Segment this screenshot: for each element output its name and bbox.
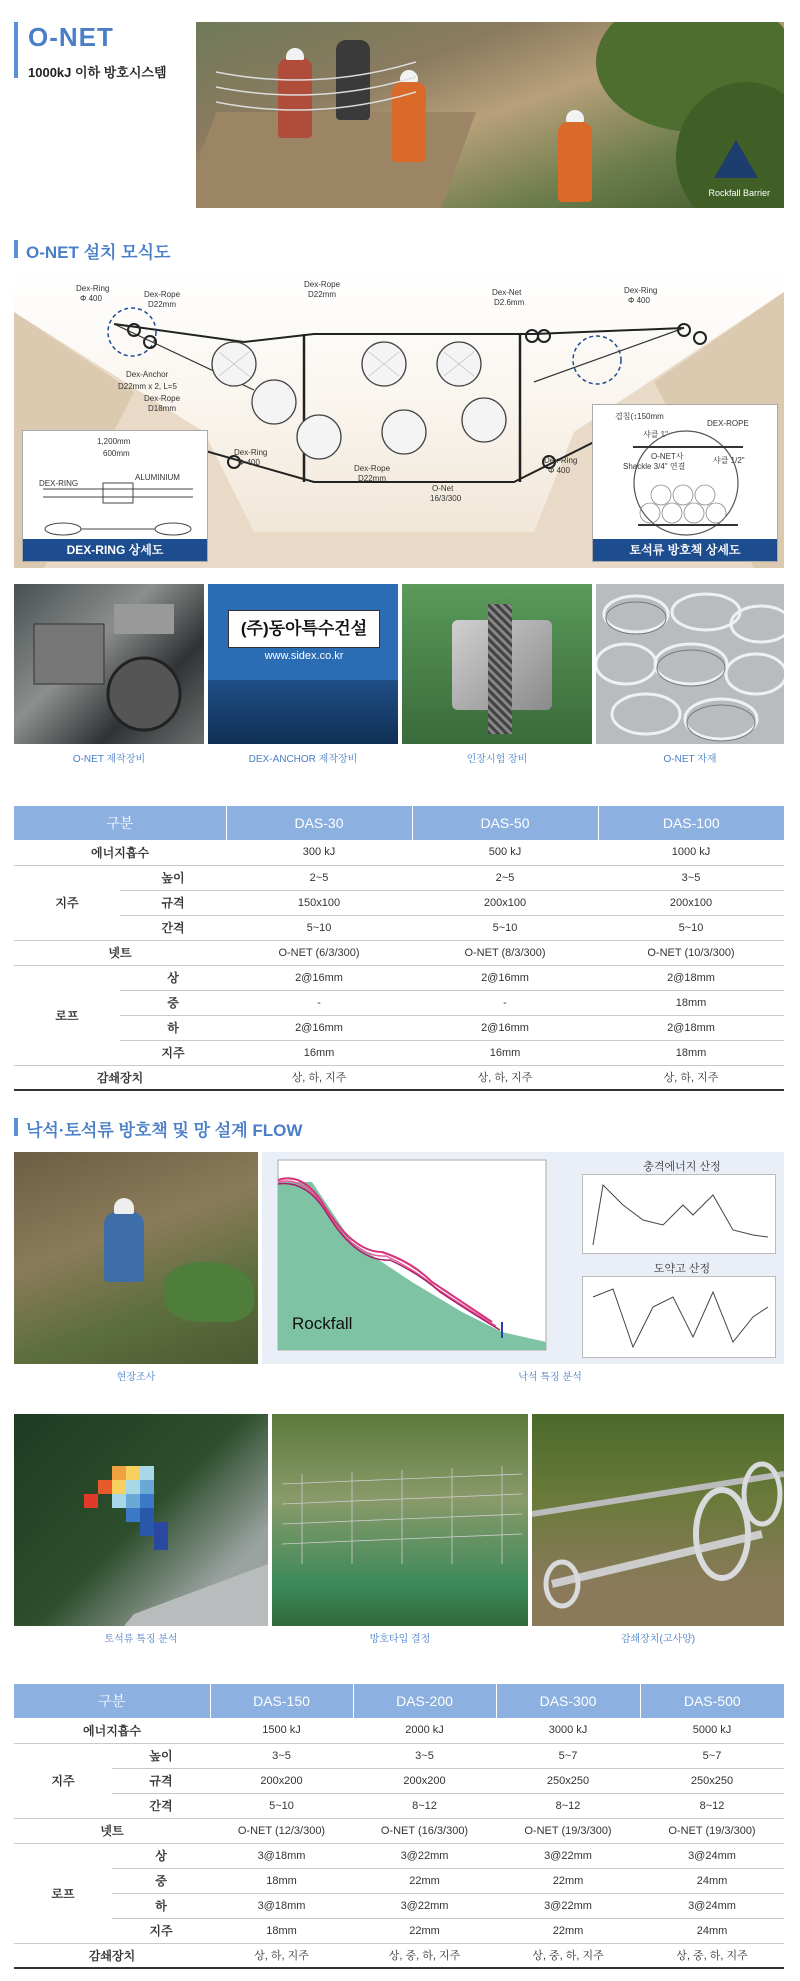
page-subtitle: 1000kJ 이하 방호시스템 — [28, 65, 167, 80]
caption-site-survey: 현장조사 — [116, 1372, 156, 1383]
label-o-net-spec: 16/3/300 — [430, 494, 462, 503]
cell: 18mm — [210, 1918, 353, 1943]
table-row — [14, 1718, 784, 1743]
bounce-height-line — [583, 1277, 777, 1359]
cell: 5~7 — [496, 1743, 640, 1768]
table-row — [14, 990, 784, 1015]
header-das-100: DAS-100 — [598, 806, 784, 840]
surveyor-helmet — [114, 1198, 134, 1214]
steel-cable — [488, 604, 512, 734]
cell: 3@18mm — [210, 1843, 353, 1868]
header-das-200: DAS-200 — [353, 1684, 496, 1718]
spec-table-das-30-100 — [14, 806, 784, 1091]
label-shackle-connect: Shackle 3/4" 연결 — [623, 462, 686, 471]
company-url: www.sidex.co.kr — [264, 650, 344, 662]
cell: 200x200 — [210, 1768, 353, 1793]
caption-onet-material: O-NET 자재 — [663, 754, 717, 765]
header-das-50: DAS-50 — [412, 806, 598, 840]
mini-chart-impact-energy — [582, 1174, 776, 1254]
mini-chart-title-bounce-height: 도약고 산정 — [653, 1263, 711, 1275]
caption-tensile-test: 인장시험 장비 — [466, 754, 528, 765]
cell: O-NET (10/3/300) — [598, 940, 784, 965]
cell: 3~5 — [210, 1743, 353, 1768]
label-shackle-half: 샤클 1/2" — [713, 456, 745, 465]
photo-tensile-test-equipment — [402, 584, 592, 744]
row-group-post: 지주 — [14, 865, 120, 940]
label-shackle-1: 샤클 1" — [643, 430, 668, 439]
section-title-install-diagram: O-NET 설치 모식도 — [26, 243, 171, 262]
row-label-damper: 감쇄장치 — [14, 1943, 210, 1968]
cell: - — [226, 990, 412, 1015]
cell: 22mm — [353, 1918, 496, 1943]
row-label-damper: 감쇄장치 — [14, 1065, 226, 1090]
cell: 22mm — [353, 1868, 496, 1893]
table-row — [14, 1743, 784, 1768]
label-dex-ring-size: Φ 400 — [238, 458, 260, 467]
label-dex-ring: Dex-Ring — [544, 456, 578, 465]
label-dex-rope: Dex-Rope — [304, 280, 341, 289]
table-row — [14, 1918, 784, 1943]
dex-ring-detail-box — [22, 430, 208, 562]
cell: 3@24mm — [640, 1843, 784, 1868]
label-overlap: 겹침(↕150mm — [615, 412, 664, 421]
row-group-post: 지주 — [14, 1743, 112, 1818]
cell: 18mm — [210, 1868, 353, 1893]
row-label-post-rope: 지주 — [120, 1040, 226, 1065]
cell: 2@18mm — [598, 1015, 784, 1040]
cell: 상, 중, 하, 지주 — [496, 1943, 640, 1968]
cell: 22mm — [496, 1868, 640, 1893]
debris-barrier-detail-box — [592, 404, 778, 562]
row-label-mid: 중 — [120, 990, 226, 1015]
rockfall-analysis-chart — [262, 1152, 784, 1364]
cell: 250x250 — [640, 1768, 784, 1793]
table-row — [14, 1015, 784, 1040]
photo-onet-manufacturing-machine — [14, 584, 204, 744]
label-dex-rope-size: D22mm — [148, 300, 177, 309]
section-accent-bar — [14, 240, 18, 258]
label-dex-ring-size: Φ 400 — [80, 294, 102, 303]
damper-drawing — [532, 1414, 784, 1626]
cell: 16mm — [226, 1040, 412, 1065]
chart-label-rockfall: Rockfall — [292, 1314, 353, 1333]
spec-table-das-150-500 — [14, 1684, 784, 1969]
table-row — [14, 1818, 784, 1843]
cell: 24mm — [640, 1918, 784, 1943]
cell: 3000 kJ — [496, 1718, 640, 1743]
cell: 2@16mm — [412, 1015, 598, 1040]
wire-net-graphic — [216, 52, 416, 142]
machine-base — [208, 680, 398, 744]
table-row — [14, 965, 784, 990]
cell: 상, 하, 지주 — [210, 1943, 353, 1968]
label-dex-rope: Dex-Rope — [354, 464, 391, 473]
cell: 8~12 — [353, 1793, 496, 1818]
cell: 5~10 — [412, 915, 598, 940]
cell: O-NET (8/3/300) — [412, 940, 598, 965]
photo-damper-high-spec — [532, 1414, 784, 1626]
label-o-net: O-Net — [432, 484, 454, 493]
table-row — [14, 1065, 784, 1090]
cell: 5~10 — [598, 915, 784, 940]
dex-ring-drawing — [43, 459, 193, 539]
label-dex-rope-size: D22mm — [358, 474, 387, 483]
cell: 300 kJ — [226, 840, 412, 865]
row-label-bottom: 하 — [120, 1015, 226, 1040]
machine-drawing — [14, 584, 204, 744]
cell: 3@22mm — [353, 1893, 496, 1918]
row-label-energy: 에너지흡수 — [14, 1718, 210, 1743]
row-label-top: 상 — [112, 1843, 210, 1868]
photo-site-survey — [14, 1152, 258, 1364]
cell: 18mm — [598, 990, 784, 1015]
debris-barrier-detail-caption: 토석류 방호책 상세도 — [593, 539, 777, 561]
label-aluminium: ALUMINIUM — [135, 473, 180, 482]
cell: 상, 하, 지주 — [598, 1065, 784, 1090]
table-row — [14, 1040, 784, 1065]
title-accent-bar — [14, 22, 18, 78]
label-dim-1200: 1,200mm — [97, 437, 131, 446]
cell: 3@18mm — [210, 1893, 353, 1918]
label-dex-ring-size: Φ 400 — [628, 296, 650, 305]
cell: 1500 kJ — [210, 1718, 353, 1743]
cell: 2~5 — [226, 865, 412, 890]
section-title-design-flow: 낙석·토석류 방호책 및 망 설계 FLOW — [26, 1121, 303, 1140]
cell: 8~12 — [496, 1793, 640, 1818]
row-label-height: 높이 — [112, 1743, 210, 1768]
row-label-post-rope: 지주 — [112, 1918, 210, 1943]
cell: 8~12 — [640, 1793, 784, 1818]
header-das-300: DAS-300 — [496, 1684, 640, 1718]
barrier-fence-drawing — [272, 1414, 528, 1626]
worker-figure — [558, 122, 592, 202]
table-row — [14, 1943, 784, 1968]
cell: 3@22mm — [496, 1843, 640, 1868]
cell: O-NET (19/3/300) — [640, 1818, 784, 1843]
cell: O-NET (12/3/300) — [210, 1818, 353, 1843]
table-row — [14, 890, 784, 915]
label-dex-rope: Dex-Rope — [144, 290, 181, 299]
cell: 3@22mm — [353, 1843, 496, 1868]
cell: - — [412, 990, 598, 1015]
dex-ring-detail-caption: DEX-RING 상세도 — [23, 539, 207, 561]
label-dex-anchor: Dex-Anchor — [126, 370, 169, 379]
company-sign: (주)동아특수건설 — [228, 610, 380, 648]
table-row — [14, 940, 784, 965]
cell: 200x100 — [412, 890, 598, 915]
label-dex-ring: Dex-Ring — [624, 286, 658, 295]
photo-onet-material — [596, 584, 784, 744]
cell: 5~7 — [640, 1743, 784, 1768]
label-dex-rope-size: D18mm — [148, 404, 177, 413]
label-dex-ring: Dex-Ring — [234, 448, 268, 457]
installation-schematic — [14, 272, 784, 568]
table-row — [14, 1893, 784, 1918]
cell: 2@16mm — [226, 1015, 412, 1040]
row-group-rope: 로프 — [14, 965, 120, 1065]
cell: 2@18mm — [598, 965, 784, 990]
mini-chart-bounce-height — [582, 1276, 776, 1358]
row-group-rope: 로프 — [14, 1843, 112, 1943]
cell: 3~5 — [353, 1743, 496, 1768]
cell: O-NET (19/3/300) — [496, 1818, 640, 1843]
row-label-net: 넷트 — [14, 1818, 210, 1843]
cell: 2000 kJ — [353, 1718, 496, 1743]
row-label-spec: 규격 — [112, 1768, 210, 1793]
row-label-spec: 규격 — [120, 890, 226, 915]
photo-dex-anchor-machine — [208, 584, 398, 744]
label-dex-rope: Dex-Rope — [144, 394, 181, 403]
row-label-bottom: 하 — [112, 1893, 210, 1918]
label-dim-600: 600mm — [103, 449, 130, 458]
table-row — [14, 865, 784, 890]
cell: 상, 하, 지주 — [412, 1065, 598, 1090]
label-dex-rope-size: D22mm — [308, 290, 337, 299]
cell: 2~5 — [412, 865, 598, 890]
caption-dex-anchor-machine: DEX-ANCHOR 제작장비 — [248, 754, 358, 765]
row-label-height: 높이 — [120, 865, 226, 890]
label-dex-rope-small: DEX-ROPE — [707, 419, 749, 428]
label-dex-ring-small: DEX-RING — [39, 479, 79, 488]
photo-debris-flow-analysis — [14, 1414, 268, 1626]
cell: 3~5 — [598, 865, 784, 890]
cell: 24mm — [640, 1868, 784, 1893]
label-dex-net-size: D2.6mm — [494, 298, 525, 307]
cell: 22mm — [496, 1918, 640, 1943]
table-row — [14, 1868, 784, 1893]
header-category: 구분 — [14, 806, 226, 840]
cell: 16mm — [412, 1040, 598, 1065]
cell: 2@16mm — [226, 965, 412, 990]
label-dex-net: Dex-Net — [492, 288, 522, 297]
row-label-top: 상 — [120, 965, 226, 990]
cell: 150x100 — [226, 890, 412, 915]
header-das-500: DAS-500 — [640, 1684, 784, 1718]
table-row — [14, 840, 784, 865]
row-label-net: 넷트 — [14, 940, 226, 965]
hero-photo-workers-installing-net — [196, 22, 784, 208]
logo-text: Rockfall Barrier — [708, 188, 770, 198]
heatmap-overlay — [14, 1414, 268, 1626]
caption-onet-manufacturing: O-NET 제작장비 — [72, 754, 146, 765]
rockfall-barrier-logo-icon — [714, 140, 758, 178]
caption-rockfall-analysis: 낙석 특징 분석 — [518, 1372, 582, 1383]
cell: O-NET (16/3/300) — [353, 1818, 496, 1843]
section-accent-bar — [14, 1118, 18, 1136]
row-label-gap: 간격 — [112, 1793, 210, 1818]
header-category: 구분 — [14, 1684, 210, 1718]
table-header-row — [14, 1684, 784, 1718]
label-onet-yarn: O-NET사 — [651, 452, 684, 461]
cell: 200x200 — [353, 1768, 496, 1793]
table-row — [14, 1793, 784, 1818]
cell: 18mm — [598, 1040, 784, 1065]
table-row — [14, 1768, 784, 1793]
cell: 상, 중, 하, 지주 — [353, 1943, 496, 1968]
cell: 5~10 — [210, 1793, 353, 1818]
table-header-row — [14, 806, 784, 840]
cell: 3@22mm — [496, 1893, 640, 1918]
header-das-150: DAS-150 — [210, 1684, 353, 1718]
cell: 상, 하, 지주 — [226, 1065, 412, 1090]
impact-energy-line — [583, 1175, 777, 1255]
cell: 200x100 — [598, 890, 784, 915]
cell: 2@16mm — [412, 965, 598, 990]
coiled-rings-drawing — [596, 584, 784, 744]
cell: 3@24mm — [640, 1893, 784, 1918]
moss-patch — [164, 1262, 254, 1322]
worker-helmet — [566, 110, 584, 122]
page-title: O-NET — [28, 22, 114, 52]
cell: 상, 중, 하, 지주 — [640, 1943, 784, 1968]
cell: O-NET (6/3/300) — [226, 940, 412, 965]
label-dex-ring: Dex-Ring — [76, 284, 110, 293]
caption-debris-flow-analysis: 토석류 특징 분석 — [104, 1634, 178, 1645]
header-das-30: DAS-30 — [226, 806, 412, 840]
caption-damper-high-spec: 감쇄장치(고사양) — [620, 1634, 696, 1645]
cell: 500 kJ — [412, 840, 598, 865]
row-label-gap: 간격 — [120, 915, 226, 940]
cell: 5000 kJ — [640, 1718, 784, 1743]
row-label-mid: 중 — [112, 1868, 210, 1893]
mini-chart-title-impact-energy: 충격에너지 산정 — [643, 1161, 721, 1173]
cell: 250x250 — [496, 1768, 640, 1793]
surveyor-figure — [104, 1212, 144, 1282]
label-dex-anchor-size: D22mm x 2, L=5 — [118, 382, 177, 391]
cell: 1000 kJ — [598, 840, 784, 865]
photo-barrier-type-decision — [272, 1414, 528, 1626]
caption-barrier-type-decision: 방호타입 결정 — [369, 1634, 431, 1645]
cell: 5~10 — [226, 915, 412, 940]
table-row — [14, 1843, 784, 1868]
row-label-energy: 에너지흡수 — [14, 840, 226, 865]
debris-barrier-drawing — [603, 425, 769, 537]
table-row — [14, 915, 784, 940]
label-dex-ring-size: Φ 400 — [548, 466, 570, 475]
